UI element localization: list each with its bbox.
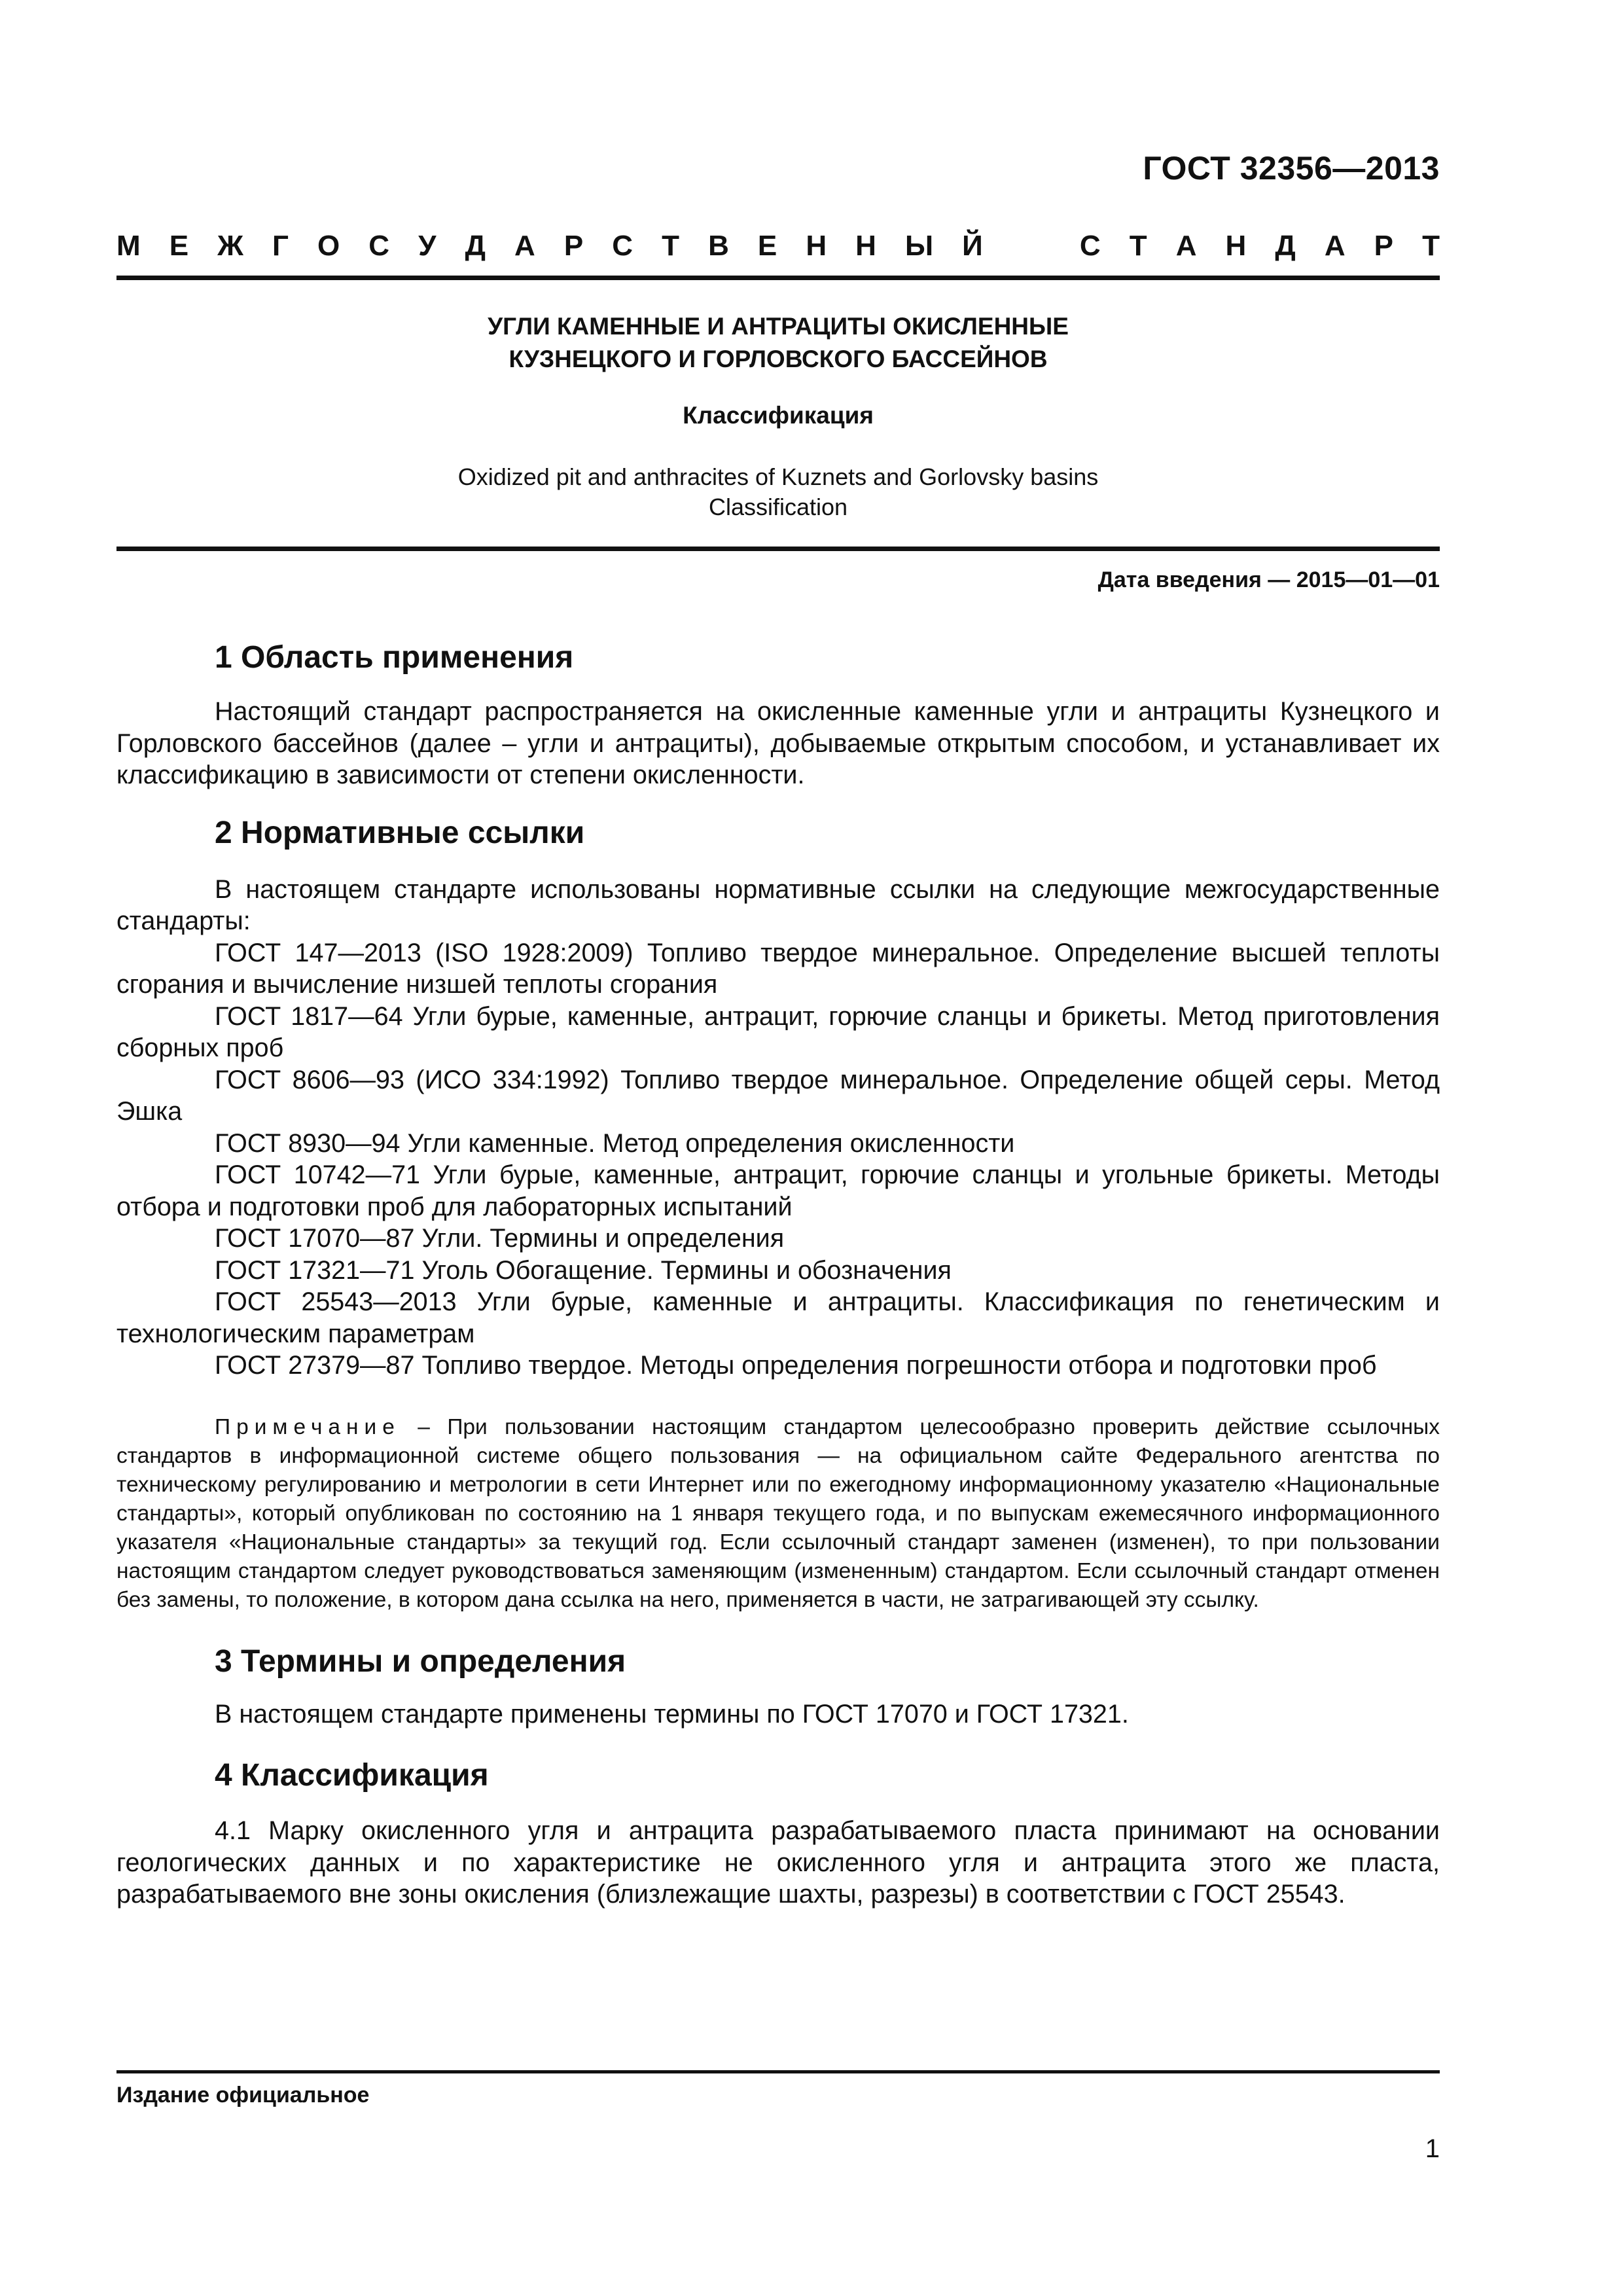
normative-references-list: [116, 937, 1440, 1382]
reference-item: ГОСТ 1817—64 Угли бурые, каменные, антрацит, горючие сланцы и брикеты. Метод приготовления сборных проб: [116, 1001, 1440, 1062]
title-en-line-2: Classification: [708, 493, 848, 520]
banner-letter: С: [1079, 230, 1101, 262]
banner-letter: Н: [855, 230, 876, 262]
banner-letter: У: [418, 230, 437, 262]
section-2-intro: В настоящем стандарте использованы нормативные ссылки на следующие межгосударственные стандарты:: [116, 874, 1440, 935]
introduction-date: Дата введения — 2015—01—01: [1097, 567, 1440, 592]
section-1-heading: 1 Область применения: [215, 640, 574, 675]
title-english: [116, 462, 1440, 522]
note-label: Примечание: [215, 1414, 401, 1439]
header-rule: [116, 276, 1440, 280]
reference-item: ГОСТ 10742—71 Угли бурые, каменные, антрацит, горючие сланцы и угольные брикеты. Методы отбора и подготовки проб для лабораторных испытаний: [116, 1160, 1440, 1221]
title-classification: Классификация: [683, 402, 874, 429]
title-ru-line-2: КУЗНЕЦКОГО И ГОРЛОВСКОГО БАССЕЙНОВ: [508, 346, 1048, 372]
section-3-text: В настоящем стандарте применены термины по ГОСТ 17070 и ГОСТ 17321.: [215, 1699, 1129, 1729]
banner-letter: А: [514, 230, 535, 262]
banner-letter: Т: [1129, 230, 1147, 262]
gost-number: ГОСТ 32356—2013: [1143, 150, 1440, 187]
page-number: 1: [1425, 2134, 1440, 2163]
edition-label: Издание официальное: [116, 2083, 370, 2108]
footer-rule: [116, 2070, 1440, 2073]
banner-letter: О: [317, 230, 340, 262]
section-4-paragraph-1: 4.1 Марку окисленного угля и антрацита разрабатываемого пласта принимают на основании геологических данных и по характеристике не окисленного угля и антрацита этого же пласта, разрабатываемого вне зоны окисления (близлежащие шахты, разрезы) в соответствии с ГОСТ 25543.: [116, 1816, 1440, 1909]
reference-item: ГОСТ 25543—2013 Угли бурые, каменные и антрациты. Классификация по генетическим и технологическим параметрам: [116, 1287, 1440, 1348]
section-4-heading: 4 Классификация: [215, 1758, 489, 1793]
banner-letter: Ы: [905, 230, 934, 262]
note-text: – При пользовании настоящим стандартом целесообразно проверить действие ссылочных стандартов в информационной системе общего пользования — на официальном сайте Федерального агентства по техническому регулированию и метрологии в сети Интернет или по ежегодному информационному указателю «Национальные стандарты», который опубликован по состоянию на 1 января текущего года, и по выпускам ежемесячного информационного указателя «Национальные стандарты» за текущий год. Если ссылочный стандарт заменен (изменен), то при пользовании настоящим стандартом следует руководствоваться заменяющим (измененным) стандартом. Если ссылочный стандарт отменен без замены, то положение, в котором дана ссылка на него, применяется в части, не затрагивающей эту ссылку.: [116, 1414, 1440, 1612]
banner-letter: В: [708, 230, 729, 262]
section-3-heading: 3 Термины и определения: [215, 1643, 626, 1679]
banner-letter: Н: [806, 230, 827, 262]
banner-letter: С: [612, 230, 633, 262]
title-russian: [116, 310, 1440, 376]
banner-letter: Е: [757, 230, 777, 262]
banner-letter: Ж: [217, 230, 243, 262]
banner-letter: Д: [465, 230, 486, 262]
reference-item: ГОСТ 17321—71 Уголь Обогащение. Термины и обозначения: [215, 1255, 952, 1285]
reference-item: ГОСТ 27379—87 Топливо твердое. Методы определения погрешности отбора и подготовки проб: [215, 1351, 1377, 1380]
title-ru-line-1: УГЛИ КАМЕННЫЕ И АНТРАЦИТЫ ОКИСЛЕННЫЕ: [488, 313, 1069, 340]
title-en-line-1: Oxidized pit and anthracites of Kuznets and Gorlovsky basins: [457, 463, 1099, 490]
banner-letter: Н: [1225, 230, 1247, 262]
document-body: [116, 638, 1440, 1910]
banner-letter: Д: [1275, 230, 1296, 262]
banner-letter: С: [368, 230, 390, 262]
banner-letter: Т: [1422, 230, 1440, 262]
title-rule: [116, 547, 1440, 551]
banner-letter: Г: [272, 230, 289, 262]
banner-letter: А: [1175, 230, 1197, 262]
banner-letter: Р: [1374, 230, 1394, 262]
reference-item: ГОСТ 8930—94 Угли каменные. Метод определения окисленности: [215, 1128, 1015, 1158]
section-2-note: [116, 1413, 1440, 1615]
banner-letter: Р: [563, 230, 584, 262]
banner-letter: М: [116, 230, 141, 262]
banner-letter: Й: [962, 230, 983, 262]
section-2-heading: 2 Нормативные ссылки: [215, 815, 585, 850]
reference-item: ГОСТ 8606—93 (ИСО 334:1992) Топливо твердое минеральное. Определение общей серы. Метод Эшка: [116, 1065, 1440, 1126]
banner-letter: А: [1324, 230, 1346, 262]
banner-letter: Е: [169, 230, 189, 262]
reference-item: ГОСТ 147—2013 (ISO 1928:2009) Топливо твердое минеральное. Определение высшей теплоты сгорания и вычисление низшей теплоты сгорания: [116, 938, 1440, 999]
banner-letter: Т: [662, 230, 679, 262]
interstate-standard-banner: [116, 228, 1440, 264]
reference-item: ГОСТ 17070—87 Угли. Термины и определения: [215, 1224, 785, 1253]
section-1-text: Настоящий стандарт распространяется на окисленные каменные угли и антрациты Кузнецкого и Горловского бассейнов (далее – угли и антрациты), добываемые открытым способом, и устанавливает их классификацию в зависимости от степени окисленности.: [116, 697, 1440, 789]
